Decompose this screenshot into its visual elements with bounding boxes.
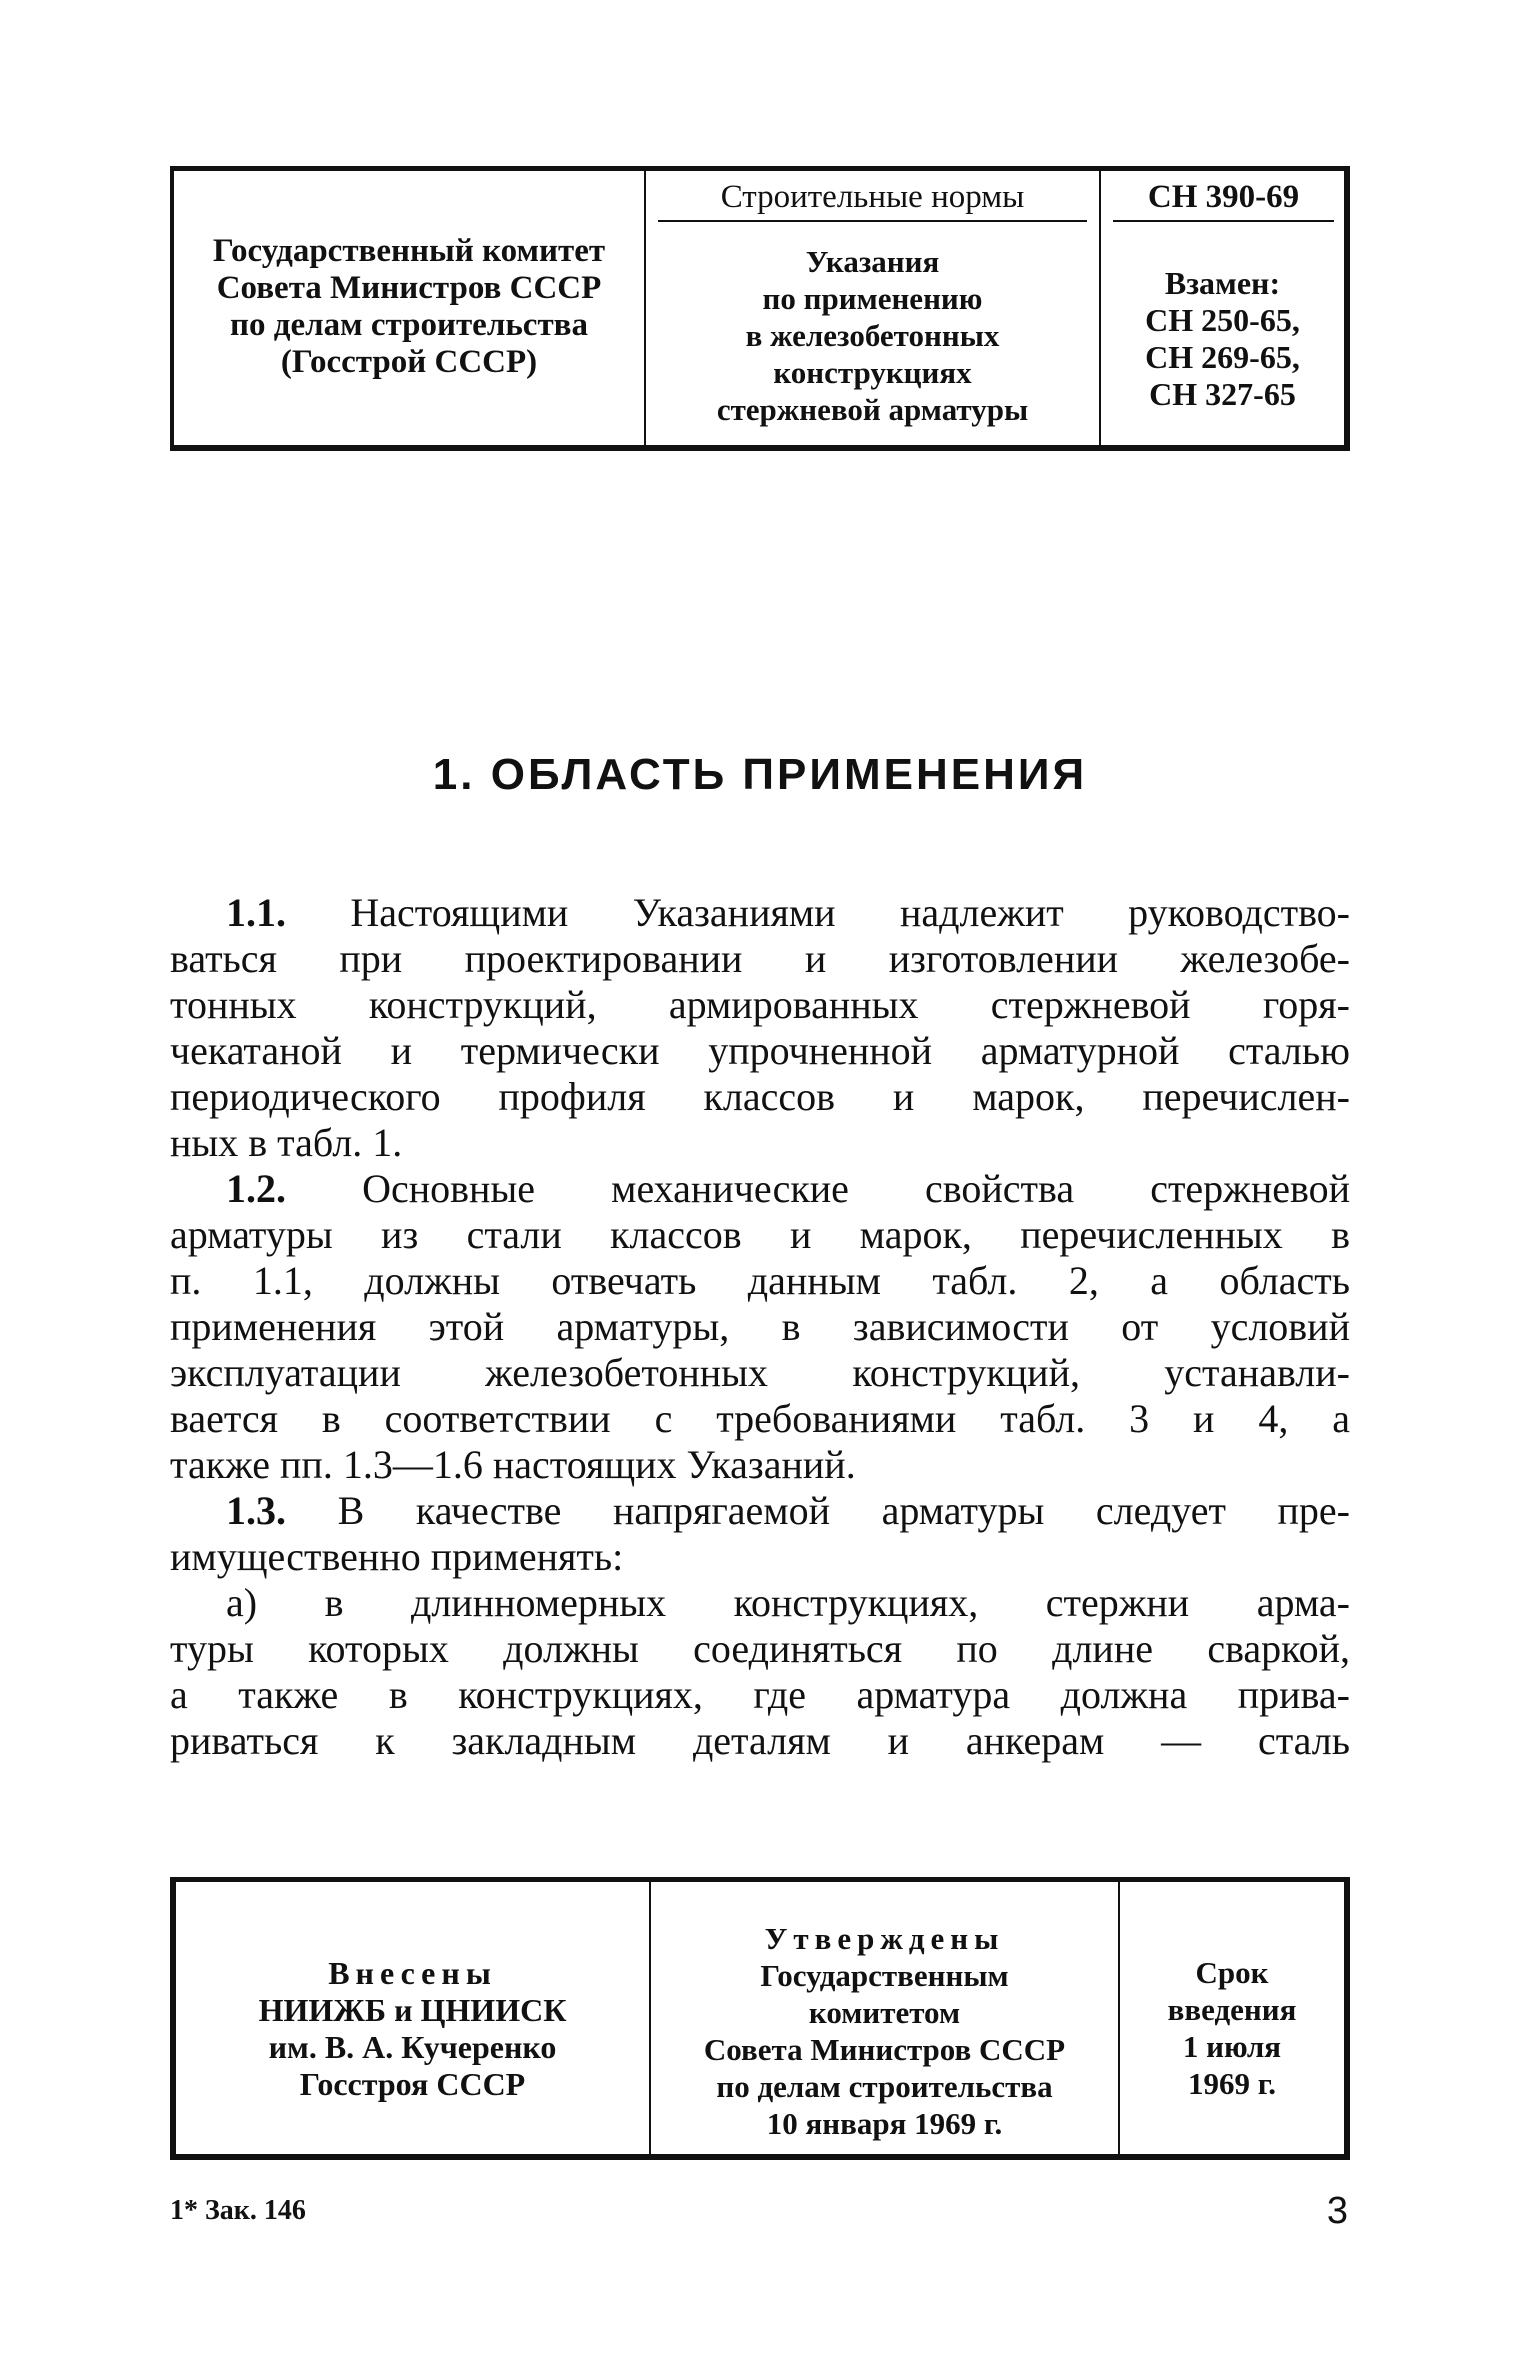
agency-line: по делам строительства	[230, 307, 588, 343]
paragraph-line: 1.2. Основные механические свойства стержневой	[226, 1166, 1350, 1211]
effective-line: введения	[1167, 1992, 1297, 2027]
effective-cell	[1120, 1882, 1344, 2154]
doc-code: СН 390-69	[1113, 177, 1334, 222]
introduced-label: Внесены	[328, 1955, 497, 1991]
paragraph-number: 1.3.	[226, 1488, 286, 1533]
approved-by	[651, 1920, 1118, 2142]
paragraph-line: п. 1.1, должны отвечать данным табл. 2, а область	[170, 1258, 1350, 1303]
doc-title	[646, 243, 1099, 428]
page-number: 3	[1326, 2190, 1348, 2232]
agency-line: Государственный комитет	[212, 233, 606, 269]
paragraph-line: вается в соответствии с требованиями табл. 3 и 4, а	[170, 1396, 1350, 1441]
approved-cell	[651, 1882, 1120, 2154]
paragraph-line: риваться к закладным деталям и анкерам — сталь	[170, 1718, 1350, 1763]
paragraph-line: а также в конструкциях, где арматура должна прива-	[170, 1672, 1350, 1717]
title-cell	[646, 171, 1101, 445]
body-text	[170, 890, 1350, 1764]
paragraph-line: также пп. 1.3—1.6 настоящих Указаний.	[170, 1442, 856, 1487]
agency-name	[174, 233, 644, 381]
effective-line: 1969 г.	[1187, 2066, 1277, 2101]
paragraph-line: ных в табл. 1.	[170, 1120, 403, 1165]
header-table	[170, 166, 1350, 451]
approved-line: комитетом	[808, 1995, 961, 2030]
paragraph-line: периодического профиля классов и марок, перечислен-	[170, 1074, 1350, 1119]
approved-line: по делам строительства	[716, 2069, 1053, 2104]
introduced-by	[176, 1955, 649, 2103]
code-cell	[1101, 171, 1344, 445]
replaces-line: Взамен:	[1164, 265, 1281, 301]
paragraph-line: имущественно применять:	[170, 1534, 624, 1579]
doc-type: Строительные нормы	[658, 177, 1087, 222]
paragraph-number: 1.1.	[226, 890, 286, 935]
introduced-cell	[176, 1882, 651, 2154]
replaces-list	[1101, 265, 1344, 413]
paragraph-number: 1.2.	[226, 1166, 286, 1211]
effective-line: 1 июля	[1182, 2029, 1282, 2064]
agency-line: Совета Министров СССР	[216, 270, 602, 306]
order-number: 1* Зак. 146	[170, 2195, 306, 2226]
agency-line: (Госстрой СССР)	[280, 344, 538, 380]
section-title: 1. ОБЛАСТЬ ПРИМЕНЕНИЯ	[432, 750, 1088, 799]
introduced-line: Госстроя СССР	[299, 2066, 526, 2102]
title-line: Указания	[805, 244, 940, 279]
paragraph-line: чекатаной и термически упрочненной арматурной сталью	[170, 1028, 1350, 1073]
approved-label: Утверждены	[764, 1921, 1005, 1956]
paragraph-line: эксплуатации железобетонных конструкций, устанавли-	[170, 1350, 1350, 1395]
approved-line: 10 января 1969 г.	[766, 2106, 1003, 2141]
effective-date	[1120, 1954, 1344, 2102]
paragraph-line: 1.1. Настоящими Указаниями надлежит руководство-	[226, 890, 1350, 935]
paragraph-line: ваться при проектировании и изготовлении железобе-	[170, 936, 1350, 981]
replaces-line: СН 250-65,	[1145, 302, 1300, 338]
paragraph-line: арматуры из стали классов и марок, перечисленных в	[170, 1212, 1350, 1257]
replaces-line: СН 327-65	[1149, 376, 1296, 412]
title-line: конструкциях	[773, 355, 972, 390]
paragraph-line: туры которых должны соединяться по длине сваркой,	[170, 1626, 1350, 1671]
paragraph-line: а) в длинномерных конструкциях, стержни арма-	[226, 1580, 1350, 1625]
footer-table	[170, 1877, 1350, 2160]
title-line: в железобетонных	[745, 318, 1000, 353]
title-line: стержневой арматуры	[716, 392, 1029, 427]
introduced-line: им. В. А. Кучеренко	[268, 2029, 557, 2065]
approved-line: Государственным	[760, 1958, 1009, 1993]
title-line: по применению	[762, 281, 983, 316]
approved-line: Совета Министров СССР	[703, 2032, 1066, 2067]
paragraph-line: применения этой арматуры, в зависимости от условий	[170, 1304, 1350, 1349]
introduced-line: НИИЖБ и ЦНИИСК	[258, 1992, 567, 2028]
replaces-line: СН 269-65,	[1145, 339, 1300, 375]
agency-cell	[174, 171, 646, 445]
paragraph-line: тонных конструкций, армированных стержневой горя-	[170, 982, 1350, 1027]
effective-line: Срок	[1195, 1955, 1269, 1990]
paragraph-line: 1.3. В качестве напрягаемой арматуры следует пре-	[226, 1488, 1351, 1533]
